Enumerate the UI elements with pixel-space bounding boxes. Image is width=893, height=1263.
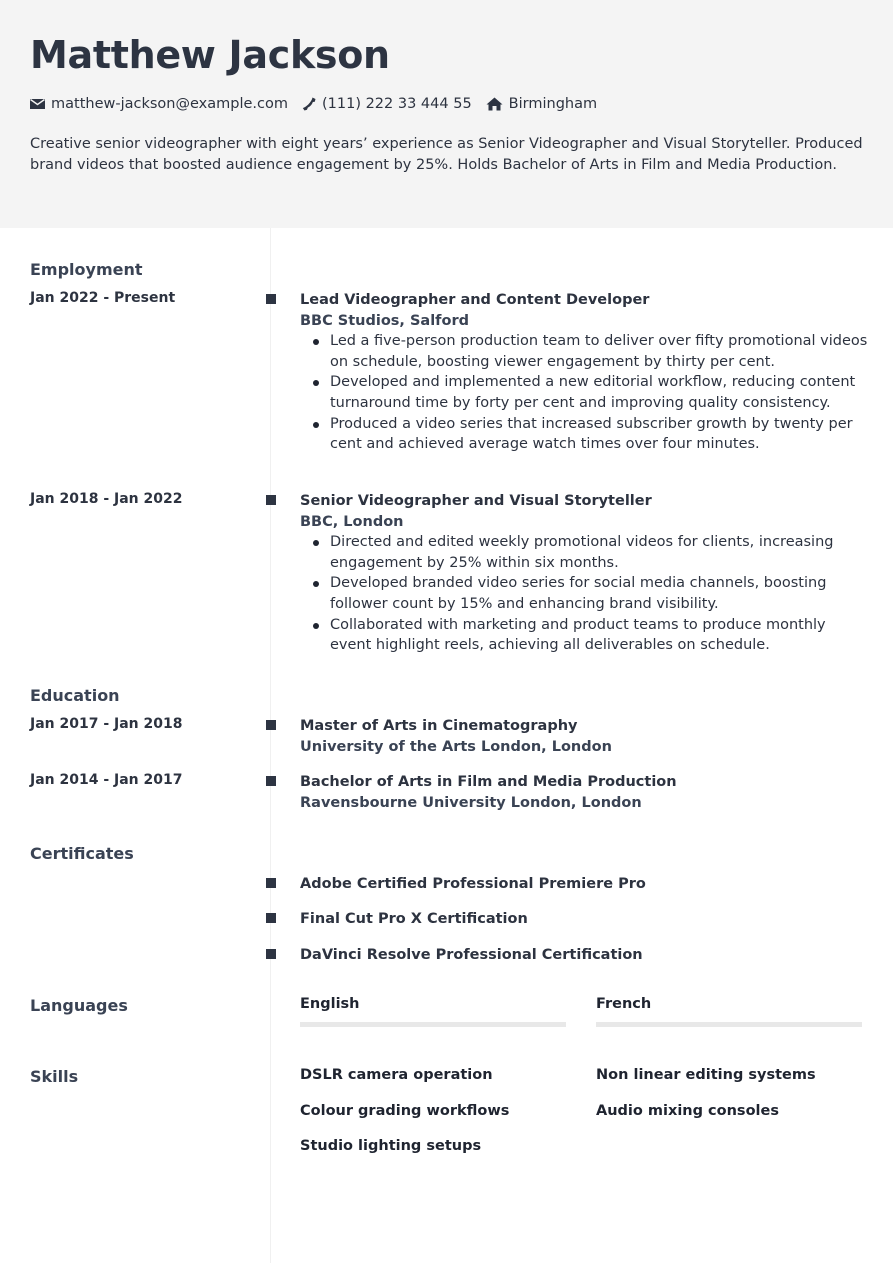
job-title: Lead Videographer and Content Developer xyxy=(300,292,650,308)
education-date: Jan 2017 - Jan 2018 xyxy=(30,716,183,732)
contact-location xyxy=(486,96,597,112)
achievement-list xyxy=(300,532,870,656)
bullet-square-icon xyxy=(266,913,276,923)
employer: BBC Studios, Salford xyxy=(300,312,469,329)
achievement-item: Developed branded video series for social media channels, boosting follower count by 15% and enhancing brand visibility. xyxy=(300,573,870,614)
bullet-square-icon xyxy=(266,878,276,888)
resume-header xyxy=(0,0,893,228)
achievement-item: Collaborated with marketing and product teams to produce monthly event highlight reels, achieving all deliverables on schedule. xyxy=(300,615,870,656)
language-level-bar xyxy=(596,1022,862,1027)
degree: Master of Arts in Cinematography xyxy=(300,718,578,734)
section-title-employment: Employment xyxy=(30,260,143,279)
employer: BBC, London xyxy=(300,513,404,530)
email-text[interactable]: matthew-jackson@example.com xyxy=(51,96,288,112)
candidate-name: Matthew Jackson xyxy=(30,33,390,77)
skill-item: Studio lighting setups xyxy=(300,1138,482,1154)
school: Ravensbourne University London, London xyxy=(300,794,642,811)
employment-entry xyxy=(300,290,870,455)
education-entry xyxy=(300,716,870,757)
phone-text: (111) 222 33 444 55 xyxy=(321,96,472,112)
job-title: Senior Videographer and Visual Storyteller xyxy=(300,493,652,509)
bullet-square-icon xyxy=(266,949,276,959)
language-name: French xyxy=(596,996,652,1012)
column-divider xyxy=(270,228,271,1263)
school: University of the Arts London, London xyxy=(300,738,612,755)
phone-icon xyxy=(302,97,316,111)
profile-summary: Creative senior videographer with eight years’ experience as Senior Videographer and Visual Storyteller. Produced brand videos that boosted audience engagement by 25%. Holds Bachelor of Arts in Film and Media Production. xyxy=(30,136,863,173)
envelope-icon xyxy=(30,98,45,110)
employment-date: Jan 2022 - Present xyxy=(30,290,176,306)
achievement-item: Led a five-person production team to deliver over fifty promotional videos on schedule, boosting viewer engagement by thirty per cent. xyxy=(300,331,870,372)
education-entry xyxy=(300,772,870,813)
bullet-square-icon xyxy=(266,720,276,730)
achievement-item: Produced a video series that increased subscriber growth by twenty per cent and achieved average watch times over four minutes. xyxy=(300,414,870,455)
bullet-square-icon xyxy=(266,294,276,304)
section-title-certificates: Certificates xyxy=(30,844,134,863)
location-text: Birmingham xyxy=(508,96,598,112)
language-item xyxy=(596,996,862,1027)
skill-item: DSLR camera operation xyxy=(300,1067,493,1083)
certificate-name: Adobe Certified Professional Premiere Pro xyxy=(300,876,646,892)
education-date: Jan 2014 - Jan 2017 xyxy=(30,772,183,788)
certificate-name: Final Cut Pro X Certification xyxy=(300,911,528,927)
degree: Bachelor of Arts in Film and Media Production xyxy=(300,774,677,790)
achievement-item: Developed and implemented a new editorial workflow, reducing content turnaround time by forty per cent and improving quality consistency. xyxy=(300,372,870,413)
language-level-bar xyxy=(300,1022,566,1027)
language-name: English xyxy=(300,996,360,1012)
achievement-item: Directed and edited weekly promotional videos for clients, increasing engagement by 25% within six months. xyxy=(300,532,870,573)
achievement-list xyxy=(300,331,870,455)
employment-entry xyxy=(300,491,870,656)
bullet-square-icon xyxy=(266,495,276,505)
section-title-education: Education xyxy=(30,686,120,705)
contact-phone xyxy=(302,96,472,112)
skill-item: Audio mixing consoles xyxy=(596,1103,779,1119)
certificate-name: DaVinci Resolve Professional Certification xyxy=(300,947,643,963)
section-title-languages: Languages xyxy=(30,996,128,1015)
employment-date: Jan 2018 - Jan 2022 xyxy=(30,491,183,507)
language-item xyxy=(300,996,566,1027)
skill-item: Colour grading workflows xyxy=(300,1103,510,1119)
section-title-skills: Skills xyxy=(30,1067,79,1086)
skill-item: Non linear editing systems xyxy=(596,1067,816,1083)
contact-row xyxy=(30,92,863,116)
contact-email xyxy=(30,96,288,112)
bullet-square-icon xyxy=(266,776,276,786)
home-icon xyxy=(486,97,503,111)
